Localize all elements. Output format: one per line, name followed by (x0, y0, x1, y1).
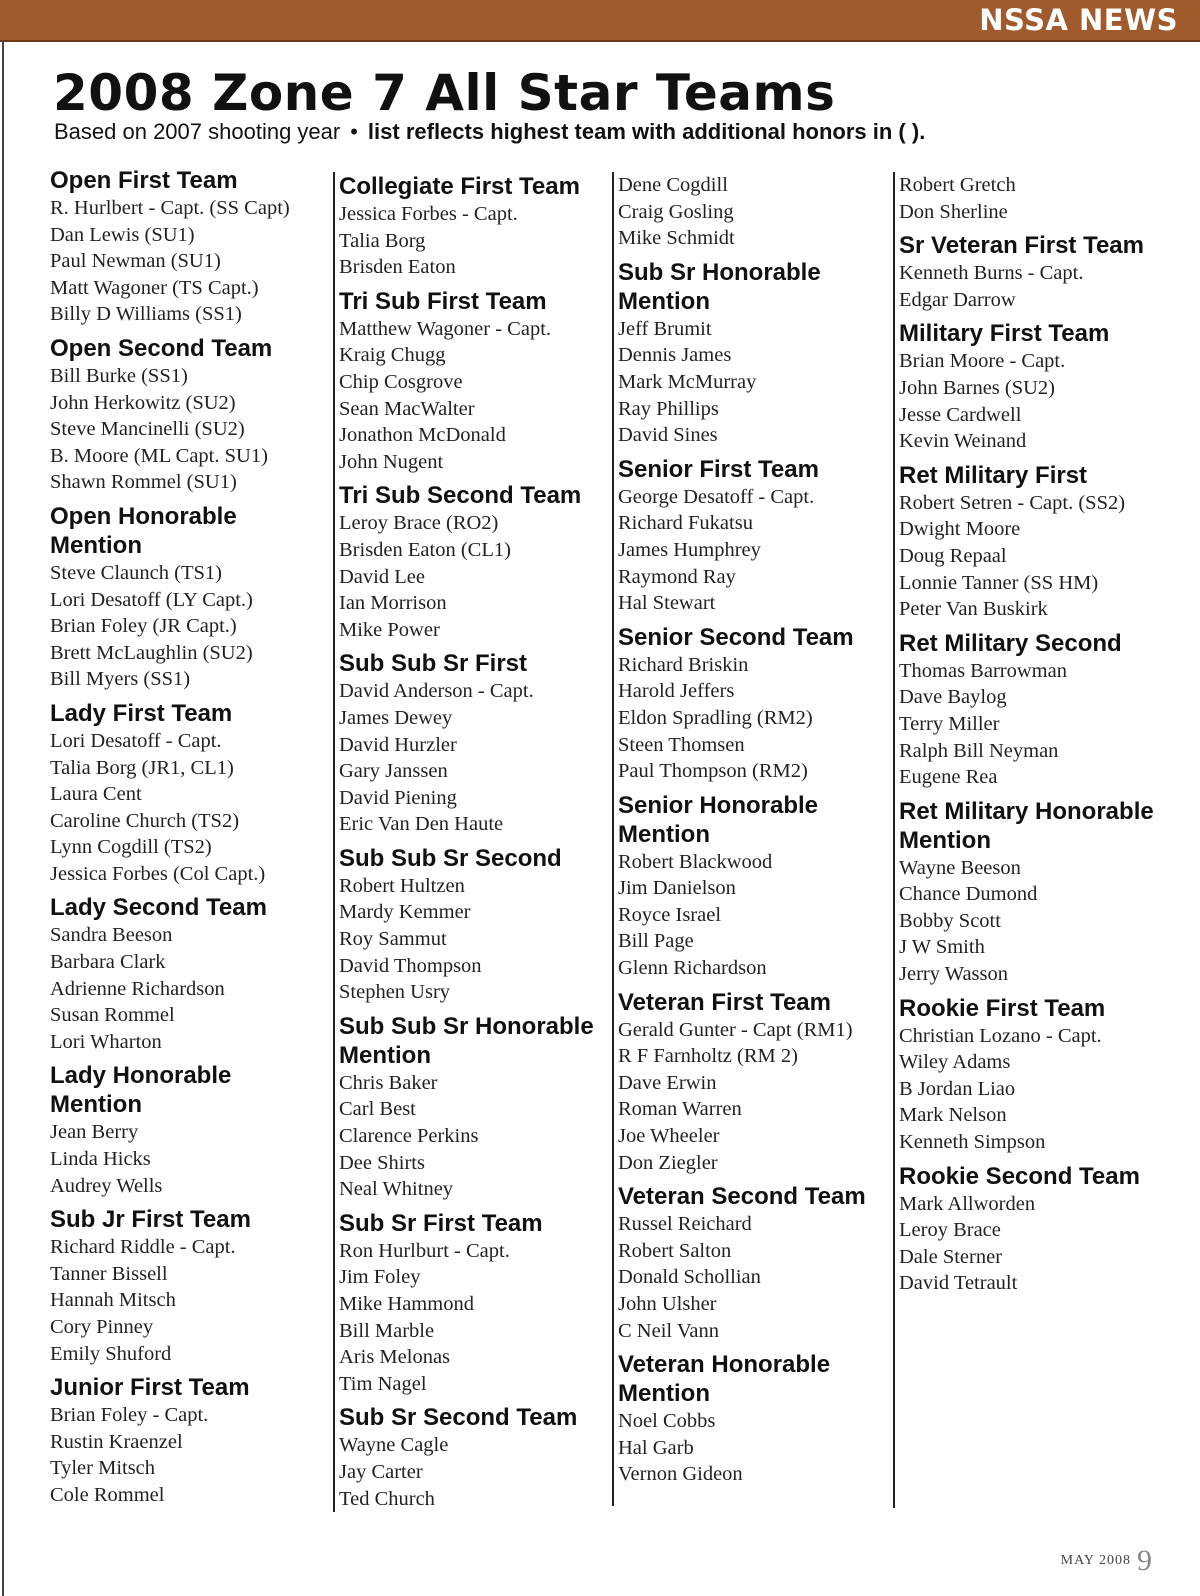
header-bar (0, 0, 1200, 42)
team-member: Kenneth Simpson (899, 1131, 1046, 1154)
team-member: Chance Dumond (899, 883, 1038, 906)
team-member: Sandra Beeson (50, 924, 173, 947)
team-member: Robert Gretch (899, 174, 1016, 196)
team-member: Mark Nelson (899, 1104, 1007, 1127)
team-member: Carl Best (339, 1098, 416, 1121)
team-member: Lori Desatoff (LY Capt.) (50, 588, 253, 611)
team-member: Mike Schmidt (618, 227, 735, 250)
team-heading: Ret Military Second (899, 629, 1122, 657)
team-member: Aris Melonas (339, 1346, 451, 1369)
issue-date: MAY 2008 (1060, 1553, 1131, 1568)
team-heading: Ret Military Honorable Mention (899, 797, 1154, 854)
team-heading: Veteran Honorable Mention (618, 1351, 831, 1408)
team-member: Richard Fukatsu (618, 512, 753, 535)
team-member: Jay Carter (339, 1460, 423, 1483)
team-block (339, 1012, 611, 1203)
team-member: Susan Rommel (50, 1004, 175, 1027)
team-heading: Sub Sr Honorable Mention (618, 258, 821, 315)
subtitle-bullet: • (350, 119, 358, 144)
team-member: Steve Mancinelli (SU2) (50, 418, 245, 441)
team-heading: Senior Honorable Mention (618, 791, 819, 848)
team-member: Lonnie Tanner (SS HM) (899, 571, 1099, 594)
team-block (899, 797, 1199, 988)
team-member: C Neil Vann (618, 1319, 719, 1342)
team-member: Harold Jeffers (618, 680, 735, 703)
team-member: Bobby Scott (899, 909, 1001, 932)
team-block (50, 893, 322, 1055)
team-member: Clarence Perkins (339, 1125, 479, 1148)
team-member: Hal Garb (618, 1436, 694, 1459)
team-member: Royce Israel (618, 903, 722, 926)
team-member: B Jordan Liao (899, 1077, 1016, 1100)
team-member: John Ulsher (618, 1293, 717, 1315)
team-member: Edgar Darrow (899, 288, 1016, 311)
team-block (50, 166, 322, 328)
team-member: Ted Church (339, 1487, 435, 1510)
team-member: Laura Cent (50, 783, 142, 806)
team-member: Talia Borg (339, 229, 426, 252)
team-heading: Collegiate First Team (339, 173, 580, 200)
team-heading: Lady Honorable Mention (50, 1062, 232, 1119)
team-block (339, 172, 611, 281)
team-member: Kevin Weinand (899, 430, 1027, 453)
team-member: Richard Briskin (618, 653, 749, 676)
team-member: Jessica Forbes - Capt. (339, 203, 518, 225)
team-member: Brisden Eaton (339, 256, 456, 279)
team-member: Eugene Rea (899, 766, 998, 789)
team-member: Peter Van Buskirk (899, 598, 1048, 621)
team-block (339, 287, 611, 476)
team-member: Dennis James (618, 344, 732, 367)
team-heading: Rookie Second Team (899, 1162, 1140, 1190)
team-heading: Military First Team (899, 320, 1110, 348)
team-member: Kenneth Burns - Capt. (899, 262, 1084, 285)
team-member: Paul Newman (SU1) (50, 250, 221, 273)
team-block (339, 649, 611, 838)
team-member: Joe Wheeler (618, 1125, 720, 1148)
team-heading: Open Honorable Mention (50, 502, 237, 559)
team-member: Brian Moore - Capt. (899, 350, 1066, 373)
team-block (899, 319, 1199, 454)
team-member: Kraig Chugg (339, 344, 446, 367)
team-member: David Thompson (339, 954, 482, 977)
team-member: Mike Power (339, 618, 440, 641)
team-member: Jim Foley (339, 1266, 421, 1289)
team-member: Robert Hultzen (339, 874, 465, 897)
team-member: Mark Allworden (899, 1192, 1036, 1215)
team-heading: Sub Sub Sr Second (339, 844, 562, 872)
team-member: Caroline Church (TS2) (50, 809, 240, 832)
team-heading: Sub Sub Sr First (339, 650, 528, 678)
team-member: Terry Miller (899, 712, 1000, 735)
team-member: Mardy Kemmer (339, 901, 471, 924)
page-edge-rule (2, 40, 4, 1596)
team-block (899, 231, 1199, 313)
team-member: Dan Lewis (SU1) (50, 223, 195, 246)
team-member: Hannah Mitsch (50, 1289, 176, 1312)
team-member: Thomas Barrowman (899, 659, 1067, 682)
team-member: David Lee (339, 565, 425, 588)
team-member: Brisden Eaton (CL1) (339, 538, 511, 561)
team-member: Robert Setren - Capt. (SS2) (899, 491, 1126, 514)
team-member: Don Sherline (899, 200, 1008, 223)
team-member: R F Farnholtz (RM 2) (618, 1045, 798, 1068)
team-member: Jean Berry (50, 1121, 139, 1144)
team-member: Glenn Richardson (618, 957, 767, 980)
team-member: David Piening (339, 786, 457, 809)
team-member: Jim Danielson (618, 877, 736, 900)
team-block (618, 791, 888, 982)
team-block (618, 258, 888, 449)
team-member: Russel Reichard (618, 1213, 752, 1236)
team-member: Raymond Ray (618, 565, 736, 588)
team-block (899, 629, 1199, 791)
team-member: John Barnes (SU2) (899, 376, 1056, 399)
team-member: Shawn Rommel (SU1) (50, 471, 237, 494)
team-member: Brian Foley - Capt. (50, 1404, 209, 1427)
team-member: Wiley Adams (899, 1051, 1011, 1074)
team-member: Jeff Brumit (618, 317, 712, 340)
team-column-2 (333, 172, 611, 1512)
team-member: Cole Rommel (50, 1483, 165, 1506)
team-heading: Sub Sr Second Team (339, 1404, 578, 1432)
team-column-4 (893, 172, 1199, 1508)
team-block (618, 172, 888, 252)
team-heading: Tri Sub First Team (339, 287, 547, 315)
team-member: Jonathon McDonald (339, 424, 506, 447)
team-member: Emily Shuford (50, 1342, 172, 1365)
team-member: Hal Stewart (618, 592, 716, 615)
team-heading: Sr Veteran First Team (899, 232, 1144, 260)
team-member: Roy Sammut (339, 928, 447, 951)
team-member: Ray Phillips (618, 397, 719, 420)
team-heading: Veteran Second Team (618, 1183, 866, 1211)
team-member: Richard Riddle - Capt. (50, 1236, 236, 1259)
team-member: B. Moore (ML Capt. SU1) (50, 444, 268, 467)
team-member: Rustin Kraenzel (50, 1430, 183, 1453)
team-member: Lynn Cogdill (TS2) (50, 836, 212, 859)
team-member: Chris Baker (339, 1071, 438, 1094)
team-member: David Sines (618, 424, 718, 447)
team-member: Bill Myers (SS1) (50, 668, 191, 691)
team-member: Dwight Moore (899, 518, 1021, 541)
team-member: Neal Whitney (339, 1178, 454, 1201)
team-member: Linda Hicks (50, 1148, 151, 1171)
team-member: Stephen Usry (339, 981, 451, 1004)
team-member: Tanner Bissell (50, 1262, 168, 1285)
team-heading: Veteran First Team (618, 988, 831, 1016)
team-member: Donald Schollian (618, 1266, 761, 1289)
page-number: 9 (1137, 1544, 1152, 1577)
team-member: Jerry Wasson (899, 963, 1008, 986)
team-heading: Ret Military First (899, 461, 1088, 489)
team-member: R. Hurlbert - Capt. (SS Capt) (50, 197, 290, 219)
team-member: Jesse Cardwell (899, 403, 1022, 426)
team-block (899, 1162, 1199, 1297)
team-member: Mike Hammond (339, 1293, 474, 1315)
team-member: J W Smith (899, 936, 985, 959)
team-block (50, 1205, 322, 1367)
team-heading: Lady Second Team (50, 894, 267, 922)
team-member: Brett McLaughlin (SU2) (50, 641, 253, 664)
team-block (50, 1373, 322, 1508)
team-member: Lori Desatoff - Capt. (50, 729, 222, 752)
team-member: Mark McMurray (618, 370, 757, 393)
team-member: Roman Warren (618, 1098, 742, 1121)
team-member: James Dewey (339, 706, 453, 729)
subtitle-basis: Based on 2007 shooting year (54, 119, 341, 144)
team-block (618, 455, 888, 617)
team-block (899, 172, 1199, 225)
team-member: Steen Thomsen (618, 733, 745, 756)
subtitle-note: list reflects highest team with additional honors in ( ). (367, 119, 926, 144)
team-member: Sean MacWalter (339, 397, 475, 420)
team-block (50, 502, 322, 693)
page-title: 2008 Zone 7 All Star Teams (53, 64, 836, 122)
team-block (899, 994, 1199, 1156)
team-member: Craig Gosling (618, 200, 734, 223)
team-block (339, 1209, 611, 1398)
subtitle (54, 119, 925, 145)
team-heading: Lady First Team (50, 699, 233, 727)
team-member: Ron Hurlburt - Capt. (339, 1239, 510, 1262)
team-block (618, 988, 888, 1177)
team-member: Don Ziegler (618, 1151, 718, 1174)
team-column-1 (50, 166, 322, 1509)
team-heading: Senior Second Team (618, 623, 854, 651)
team-member: Dave Erwin (618, 1071, 717, 1094)
team-member: Robert Blackwood (618, 850, 773, 873)
team-member: Paul Thompson (RM2) (618, 760, 808, 783)
team-member: Adrienne Richardson (50, 977, 225, 1000)
team-block (618, 1182, 888, 1344)
team-member: Leroy Brace (899, 1219, 1001, 1242)
team-member: David Tetrault (899, 1272, 1018, 1295)
team-block (618, 1350, 888, 1488)
team-member: Bill Page (618, 930, 694, 953)
team-member: Gary Janssen (339, 760, 448, 783)
team-block (339, 481, 611, 643)
team-block (339, 1403, 611, 1512)
team-heading: Sub Sr First Team (339, 1209, 543, 1237)
team-member: Steve Claunch (TS1) (50, 561, 222, 584)
team-member: James Humphrey (618, 538, 761, 561)
team-member: Noel Cobbs (618, 1410, 716, 1433)
team-heading: Rookie First Team (899, 994, 1106, 1022)
team-member: Vernon Gideon (618, 1463, 743, 1486)
team-heading: Junior First Team (50, 1374, 250, 1402)
team-column-3 (612, 172, 888, 1506)
team-member: Dene Cogdill (618, 174, 728, 196)
team-member: Doug Repaal (899, 544, 1007, 567)
team-member: Jessica Forbes (Col Capt.) (50, 862, 266, 885)
team-block (899, 461, 1199, 623)
team-member: Cory Pinney (50, 1316, 154, 1338)
team-member: Gerald Gunter - Capt (RM1) (618, 1018, 853, 1041)
team-member: Brian Foley (JR Capt.) (50, 615, 237, 638)
team-block (50, 1061, 322, 1199)
team-member: Tyler Mitsch (50, 1457, 156, 1480)
team-member: Tim Nagel (339, 1372, 427, 1395)
team-heading: Senior First Team (618, 455, 819, 483)
team-member: Audrey Wells (50, 1174, 163, 1197)
team-member: Ralph Bill Neyman (899, 739, 1059, 762)
team-member: Eldon Spradling (RM2) (618, 706, 813, 729)
page-footer (1061, 1544, 1152, 1578)
team-block (50, 334, 322, 496)
team-heading: Sub Sub Sr Honorable Mention (339, 1012, 594, 1069)
team-member: Chip Cosgrove (339, 370, 463, 393)
team-heading: Tri Sub Second Team (339, 482, 582, 510)
team-member: John Nugent (339, 450, 444, 473)
team-member: Wayne Beeson (899, 856, 1021, 879)
team-block (50, 699, 322, 888)
team-member: Ian Morrison (339, 592, 447, 615)
team-member: George Desatoff - Capt. (618, 485, 815, 508)
team-member: Billy D Williams (SS1) (50, 303, 242, 326)
team-heading: Open First Team (50, 167, 238, 194)
team-member: Bill Burke (SS1) (50, 364, 188, 387)
team-member: Lori Wharton (50, 1030, 162, 1053)
team-member: Wayne Cagle (339, 1434, 449, 1457)
team-heading: Open Second Team (50, 334, 273, 362)
team-member: Dale Sterner (899, 1245, 1003, 1268)
team-member: Matthew Wagoner - Capt. (339, 317, 552, 340)
section-label: NSSA NEWS (979, 3, 1178, 37)
team-block (339, 844, 611, 1006)
team-member: Eric Van Den Haute (339, 813, 504, 836)
team-member: Matt Wagoner (TS Capt.) (50, 276, 259, 299)
team-member: Dave Baylog (899, 686, 1007, 709)
team-member: Christian Lozano - Capt. (899, 1024, 1102, 1047)
team-block (618, 623, 888, 785)
team-member: Dee Shirts (339, 1151, 425, 1174)
team-member: John Herkowitz (SU2) (50, 391, 236, 414)
team-member: David Hurzler (339, 733, 457, 756)
team-member: Bill Marble (339, 1319, 435, 1342)
team-member: Robert Salton (618, 1239, 732, 1262)
team-heading: Sub Jr First Team (50, 1206, 251, 1234)
team-member: Leroy Brace (RO2) (339, 512, 499, 535)
team-member: Talia Borg (JR1, CL1) (50, 756, 234, 779)
team-member: David Anderson - Capt. (339, 680, 534, 703)
team-member: Barbara Clark (50, 951, 166, 974)
